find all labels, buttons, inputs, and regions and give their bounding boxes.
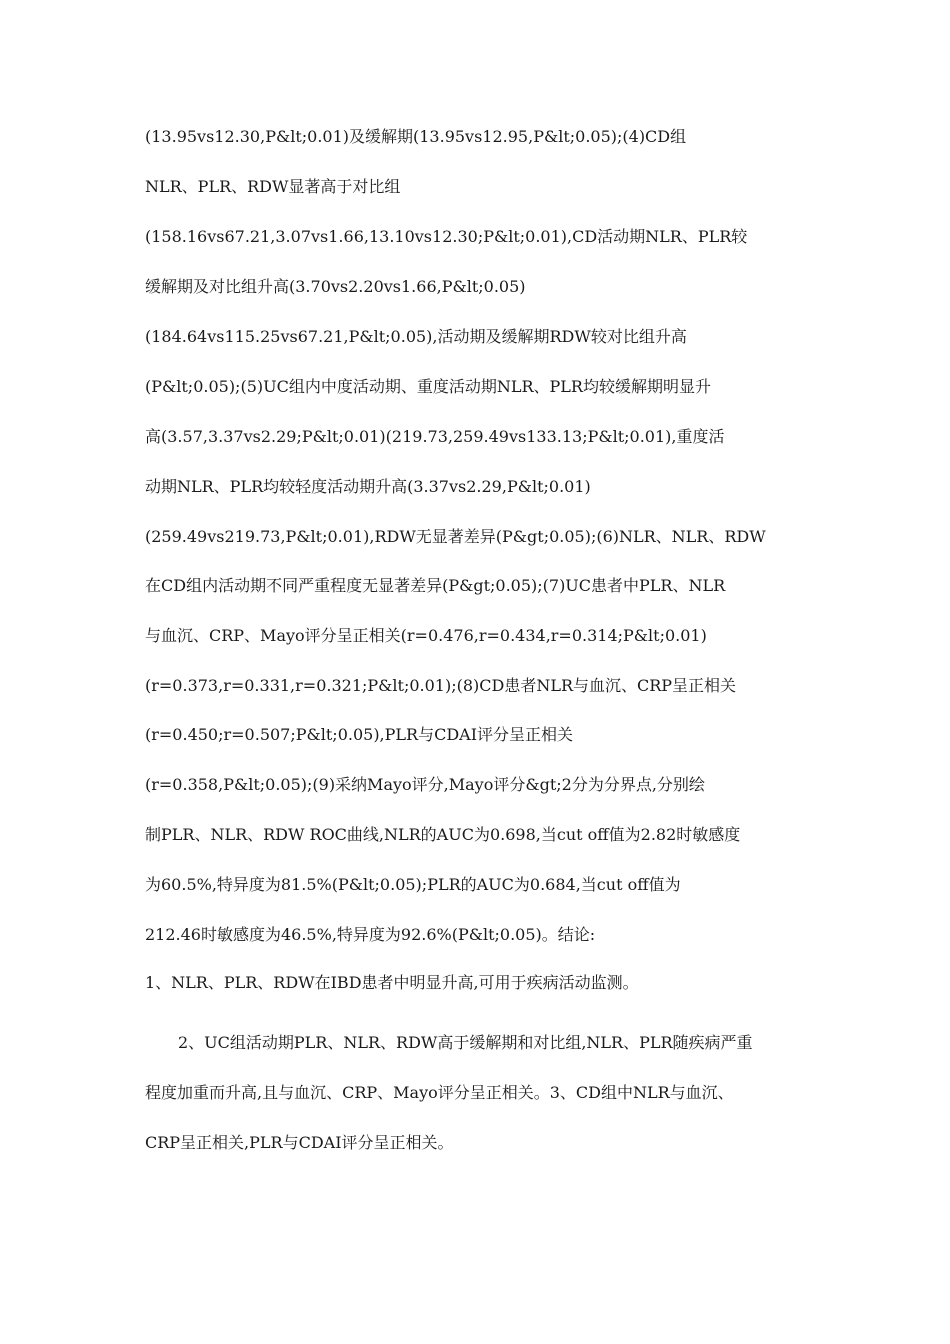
text-line: (r=0.373,r=0.331,r=0.321;P&lt;0.01);(8)CD患者NLR与血沉、CRP呈正相关 <box>145 676 737 695</box>
text-line: 高(3.57,3.37vs2.29;P&lt;0.01)(219.73,259.49vs133.13;P&lt;0.01),重度活 <box>145 427 725 446</box>
text-line: CRP呈正相关,PLR与CDAI评分呈正相关。 <box>145 1133 454 1152</box>
text-line: 制PLR、NLR、RDW ROC曲线,NLR的AUC为0.698,当cut off值为2.82时敏感度 <box>145 825 741 844</box>
text-line: (158.16vs67.21,3.07vs1.66,13.10vs12.30;P&lt;0.01),CD活动期NLR、PLR较 <box>145 227 748 246</box>
text-line: 212.46时敏感度为46.5%,特异度为92.6%(P&lt;0.05)。结论: <box>145 925 596 944</box>
text-line: 在CD组内活动期不同严重程度无显著差异(P&gt;0.05);(7)UC患者中PLR、NLR <box>145 576 726 595</box>
text-line: (13.95vs12.30,P&lt;0.01)及缓解期(13.95vs12.95,P&lt;0.05);(4)CD组 <box>145 127 687 146</box>
text-line: (r=0.450;r=0.507;P&lt;0.05),PLR与CDAI评分呈正相关 <box>145 725 574 744</box>
text-line: (P&lt;0.05);(5)UC组内中度活动期、重度活动期NLR、PLR均较缓解期明显升 <box>145 377 711 396</box>
text-line: NLR、PLR、RDW显著高于对比组 <box>145 177 401 196</box>
text-line: 缓解期及对比组升高(3.70vs2.20vs1.66,P&lt;0.05) <box>145 277 526 296</box>
text-line: (r=0.358,P&lt;0.05);(9)采纳Mayo评分,Mayo评分&gt;2分为分界点,分别绘 <box>145 775 705 794</box>
text-line: 2、UC组活动期PLR、NLR、RDW高于缓解期和对比组,NLR、PLR随疾病严重 <box>178 1033 753 1052</box>
text-line: 与血沉、CRP、Mayo评分呈正相关(r=0.476,r=0.434,r=0.314;P&lt;0.01) <box>145 626 707 645</box>
text-line: 程度加重而升高,且与血沉、CRP、Mayo评分呈正相关。3、CD组中NLR与血沉、 <box>145 1083 734 1102</box>
text-line: 动期NLR、PLR均较轻度活动期升高(3.37vs2.29,P&lt;0.01) <box>145 477 591 496</box>
text-line: (259.49vs219.73,P&lt;0.01),RDW无显著差异(P&gt;0.05);(6)NLR、NLR、RDW <box>145 527 766 546</box>
text-line: (184.64vs115.25vs67.21,P&lt;0.05),活动期及缓解期RDW较对比组升高 <box>145 327 687 346</box>
text-line: 为60.5%,特异度为81.5%(P&lt;0.05);PLR的AUC为0.684,当cut off值为 <box>145 875 681 894</box>
text-line: 1、NLR、PLR、RDW在IBD患者中明显升高,可用于疾病活动监测。 <box>145 973 639 992</box>
